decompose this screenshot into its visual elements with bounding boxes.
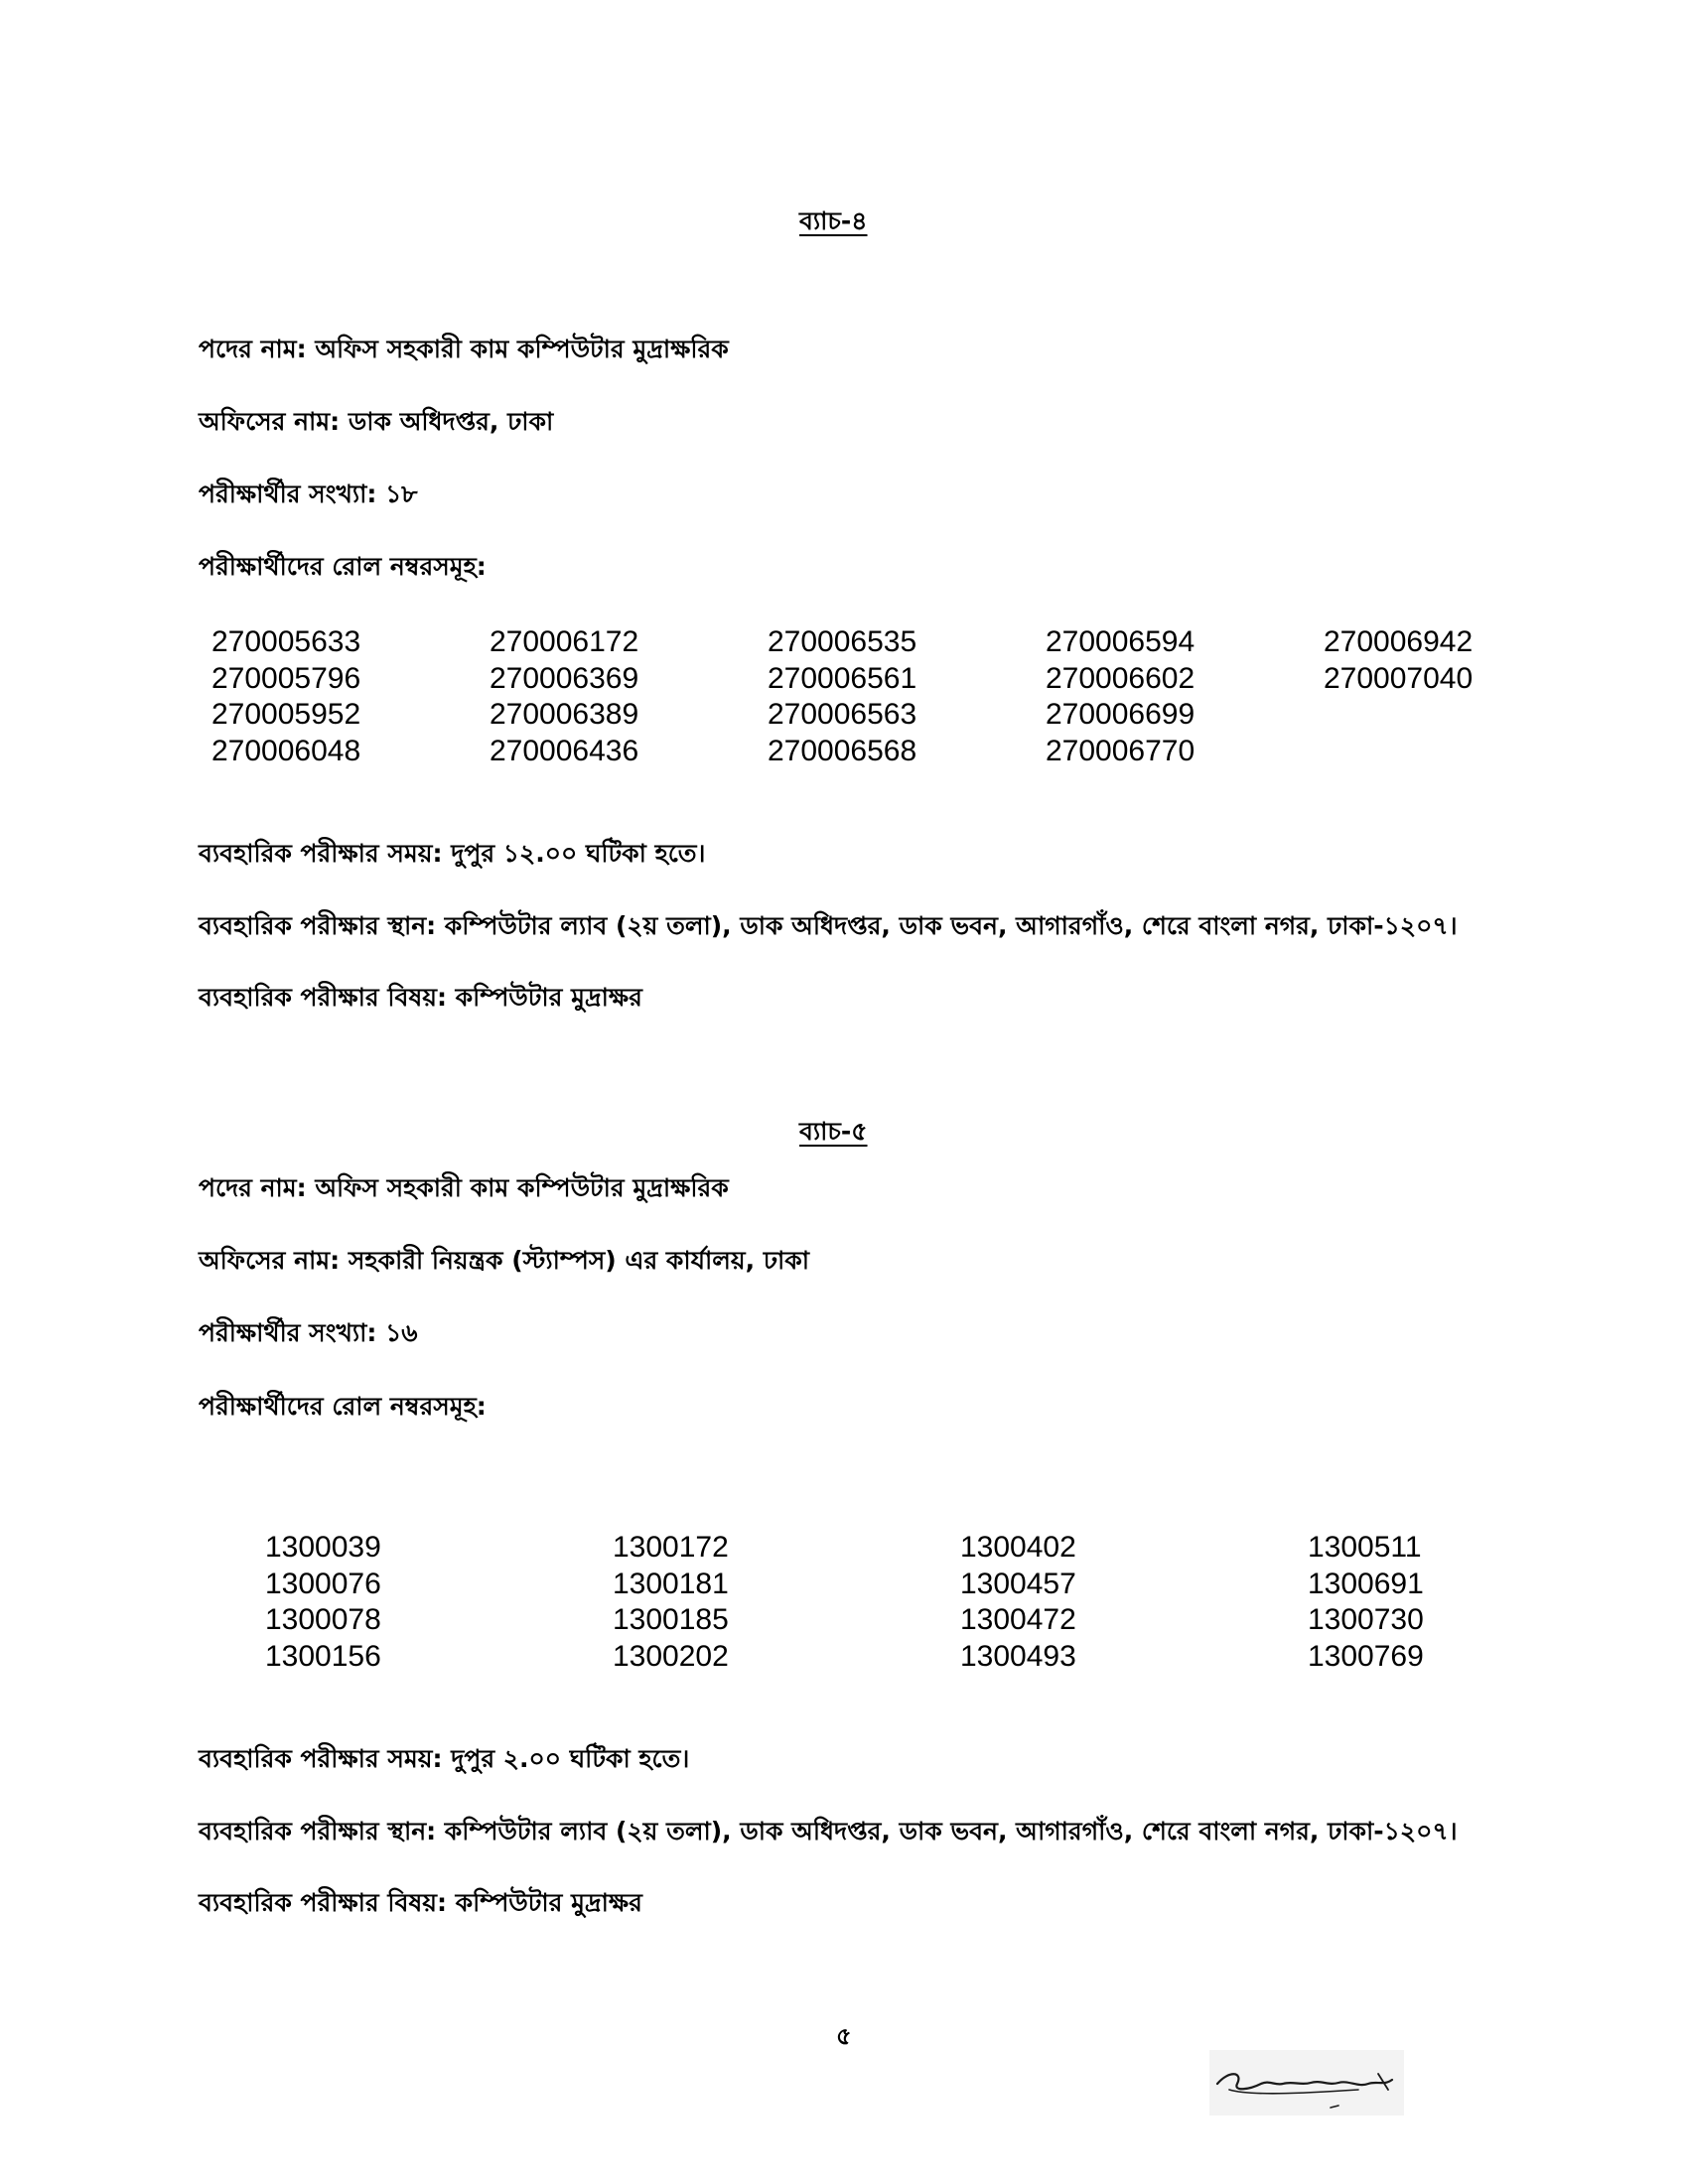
- roll-number: 1300511: [1308, 1531, 1422, 1564]
- roll-number: 1300076: [265, 1567, 381, 1600]
- roll-number: 1300156: [265, 1639, 381, 1673]
- roll-number: 270007040: [1324, 661, 1474, 695]
- roll-number: 1300172: [613, 1531, 729, 1564]
- roll-number: 1300691: [1308, 1567, 1424, 1600]
- roll-number: 1300472: [960, 1603, 1076, 1636]
- batch-5-exam-venue: ব্যবহারিক পরীক্ষার স্থান: কম্পিউটার ল্যাব (২য় তলা), ডাক অধিদপ্তর, ডাক ভবন, আগারগাঁও, শেরে বাংলা নগর, ঢাকা-১২০৭।: [199, 1817, 1458, 1845]
- batch-4-heading: ব্যাচ-৪: [799, 206, 868, 235]
- roll-number: 270006602: [1046, 661, 1196, 695]
- batch-4-candidate-count: পরীক্ষার্থীর সংখ্যা: ১৮: [199, 479, 418, 508]
- roll-number: 1300769: [1308, 1639, 1424, 1673]
- roll-number: 270006436: [490, 734, 639, 767]
- roll-number: 270006535: [768, 625, 917, 658]
- roll-number: 1300457: [960, 1567, 1076, 1600]
- batch-4-roll-numbers: [211, 624, 1602, 769]
- roll-number: 270006048: [211, 734, 361, 767]
- roll-number: 1300730: [1308, 1603, 1424, 1636]
- roll-number: 1300402: [960, 1531, 1076, 1564]
- batch-5-roll-numbers: [265, 1530, 1655, 1675]
- roll-number: 270005796: [211, 661, 361, 695]
- batch-5-exam-subject: ব্যবহারিক পরীক্ষার বিষয়: কম্পিউটার মুদ্রাক্ষর: [199, 1888, 642, 1917]
- page-number: ৫: [836, 2022, 852, 2050]
- batch-5-roll-label: পরীক্ষার্থীদের রোল নম্বরসমূহ:: [199, 1392, 487, 1421]
- batch-4-post-name: পদের নাম: অফিস সহকারী কাম কম্পিউটার মুদ্রাক্ষরিক: [199, 335, 729, 363]
- batch-5-candidate-count: পরীক্ষার্থীর সংখ্যা: ১৬: [199, 1318, 418, 1347]
- signature-image: [1209, 2050, 1404, 2116]
- batch-5-office-name: অফিসের নাম: সহকারী নিয়ন্ত্রক (স্ট্যাম্পস) এর কার্যালয়, ঢাকা: [199, 1246, 809, 1275]
- roll-number: 270006369: [490, 661, 639, 695]
- roll-number: 270006770: [1046, 734, 1196, 767]
- roll-number: 270006699: [1046, 698, 1196, 731]
- batch-5-exam-time: ব্যবহারিক পরীক্ষার সময়: দুপুর ২.০০ ঘটিকা হতে।: [199, 1744, 690, 1773]
- roll-number: 270006561: [768, 661, 917, 695]
- roll-number: 1300039: [265, 1531, 381, 1564]
- roll-number: 270006172: [490, 625, 639, 658]
- batch-4-roll-label: পরীক্ষার্থীদের রোল নম্বরসমূহ:: [199, 552, 487, 581]
- roll-number: 270006389: [490, 698, 639, 731]
- roll-number: 1300181: [613, 1567, 729, 1600]
- roll-number: 1300185: [613, 1603, 729, 1636]
- roll-number: 1300493: [960, 1639, 1076, 1673]
- roll-number: 270006594: [1046, 625, 1196, 658]
- batch-4-exam-venue: ব্যবহারিক পরীক্ষার স্থান: কম্পিউটার ল্যাব (২য় তলা), ডাক অধিদপ্তর, ডাক ভবন, আগারগাঁও, শেরে বাংলা নগর, ঢাকা-১২০৭।: [199, 911, 1458, 940]
- batch-5-heading: ব্যাচ-৫: [799, 1117, 868, 1146]
- roll-number: 270006942: [1324, 625, 1474, 658]
- roll-number: 270006568: [768, 734, 917, 767]
- batch-4-exam-time: ব্যবহারিক পরীক্ষার সময়: দুপুর ১২.০০ ঘটিকা হতে।: [199, 839, 706, 868]
- roll-number: 270006563: [768, 698, 917, 731]
- roll-number: 270005633: [211, 625, 361, 658]
- roll-number: 1300202: [613, 1639, 729, 1673]
- batch-4-office-name: অফিসের নাম: ডাক অধিদপ্তর, ঢাকা: [199, 407, 554, 436]
- batch-5-post-name: পদের নাম: অফিস সহকারী কাম কম্পিউটার মুদ্রাক্ষরিক: [199, 1173, 729, 1202]
- signature-scribble: [1209, 2050, 1404, 2116]
- roll-number: 1300078: [265, 1603, 381, 1636]
- batch-4-exam-subject: ব্যবহারিক পরীক্ষার বিষয়: কম্পিউটার মুদ্রাক্ষর: [199, 983, 642, 1012]
- roll-number: 270005952: [211, 698, 361, 731]
